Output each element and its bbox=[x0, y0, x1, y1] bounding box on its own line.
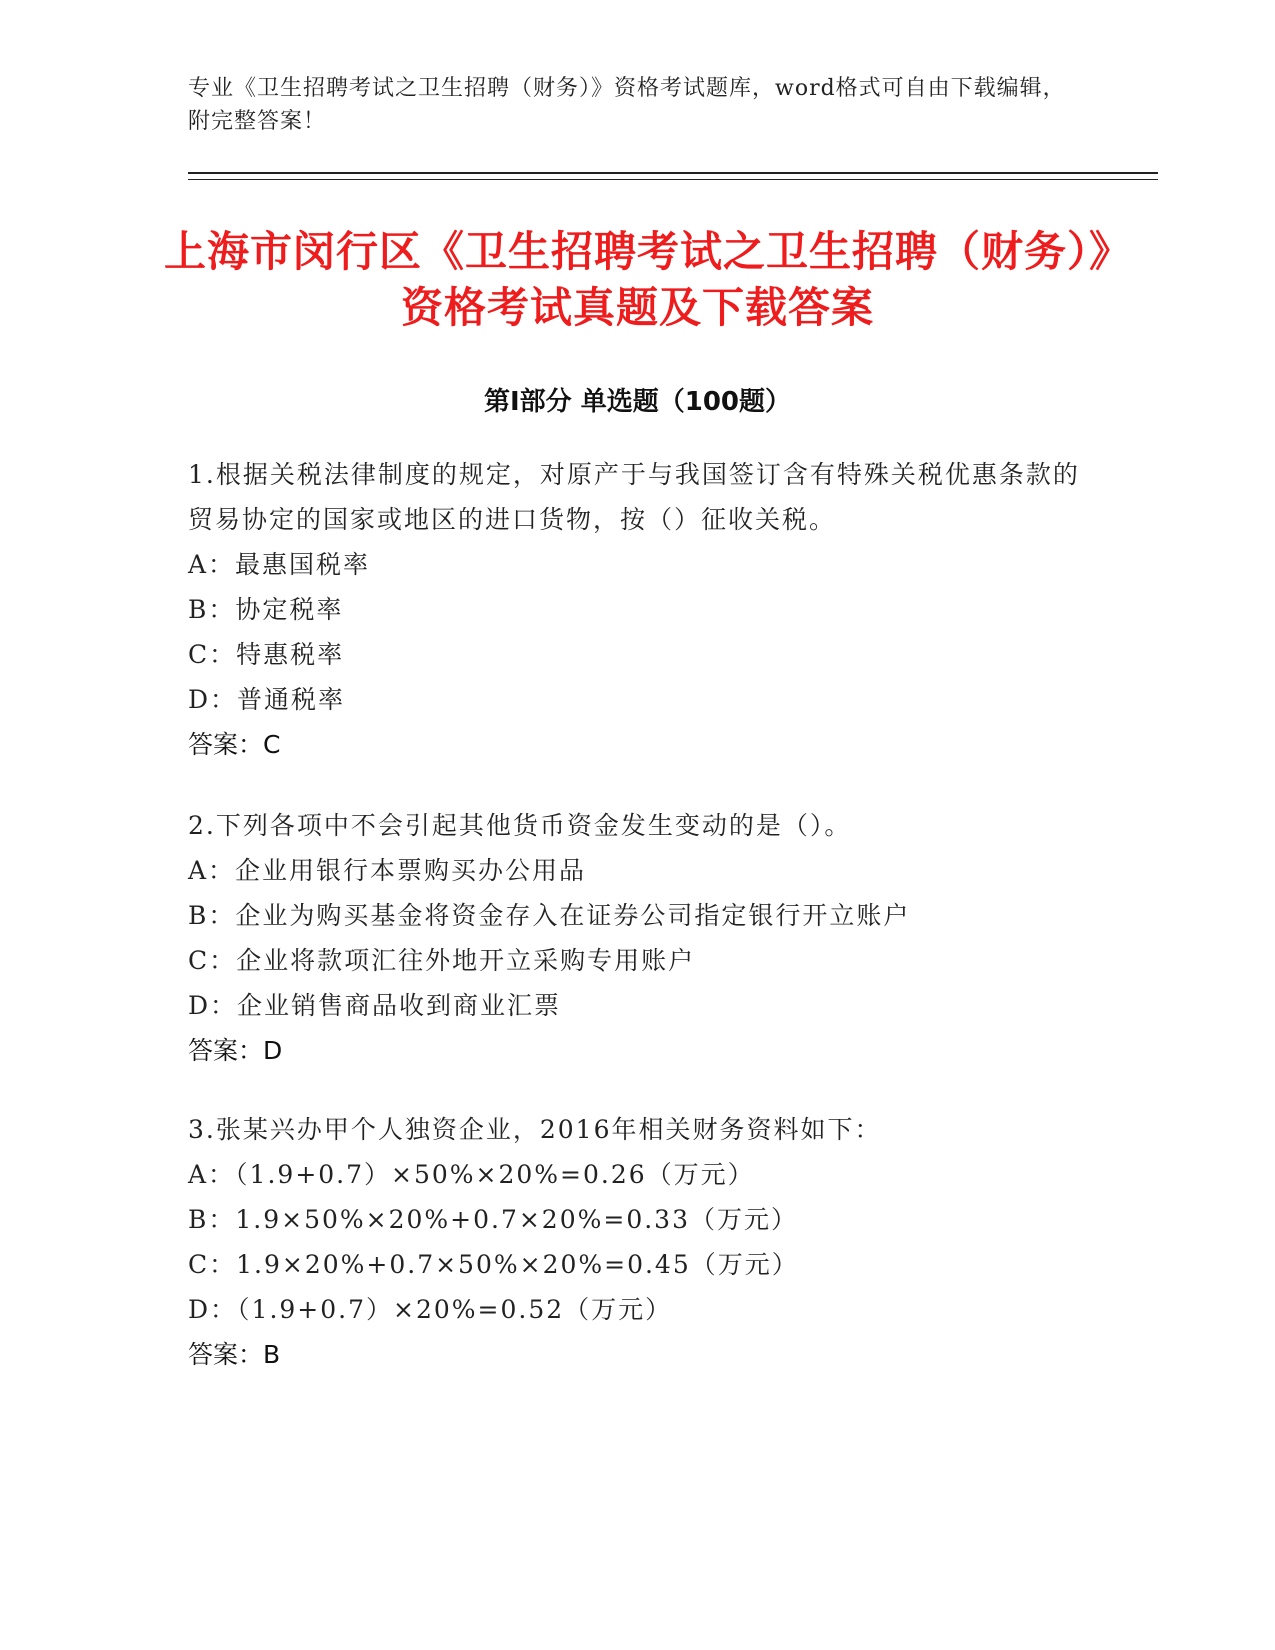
header-note: 专业《卫生招聘考试之卫生招聘（财务）》资格考试题库，word格式可自由下载编辑，附完整答案！ bbox=[188, 76, 1066, 134]
question-1 bbox=[188, 452, 1088, 768]
question-stem: 2.下列各项中不会引起其他货币资金发生变动的是（）。 bbox=[188, 811, 852, 840]
answer: 答案：C bbox=[188, 730, 281, 759]
option-c: C：1.9×20%+0.7×50%×20%=0.45（万元） bbox=[188, 1250, 799, 1279]
document-title: 上海市闵行区《卫生招聘考试之卫生招聘（财务）》资格考试真题及下载答案 bbox=[163, 227, 1111, 332]
answer: 答案：B bbox=[188, 1340, 281, 1369]
question-stem: 1.根据关税法律制度的规定，对原产于与我国签订含有特殊关税优惠条款的贸易协定的国家或地区的进口货物，按（）征收关税。 bbox=[188, 460, 1080, 534]
header-divider-thin bbox=[188, 179, 1158, 180]
question-3 bbox=[188, 1107, 1088, 1378]
option-d: D：企业销售商品收到商业汇票 bbox=[188, 991, 562, 1020]
header-divider-thick bbox=[188, 172, 1158, 174]
option-a: A：（1.9+0.7）×50%×20%=0.26（万元） bbox=[188, 1160, 755, 1189]
answer: 答案：D bbox=[188, 1036, 283, 1065]
option-d: D：（1.9+0.7）×20%=0.52（万元） bbox=[188, 1295, 673, 1324]
option-b: B：协定税率 bbox=[188, 595, 344, 624]
option-a: A：最惠国税率 bbox=[188, 550, 371, 579]
question-stem: 3.张某兴办甲个人独资企业，2016年相关财务资料如下： bbox=[188, 1115, 882, 1144]
option-d: D：普通税率 bbox=[188, 685, 346, 714]
option-c: C：特惠税率 bbox=[188, 640, 345, 669]
option-b: B：1.9×50%×20%+0.7×20%=0.33（万元） bbox=[188, 1205, 798, 1234]
option-a: A：企业用银行本票购买办公用品 bbox=[188, 856, 587, 885]
option-b: B：企业为购买基金将资金存入在证券公司指定银行开立账户 bbox=[188, 901, 911, 930]
section-title: 第I部分 单选题（100题） bbox=[484, 387, 791, 417]
option-c: C：企业将款项汇往外地开立采购专用账户 bbox=[188, 946, 696, 975]
question-2 bbox=[188, 803, 1088, 1074]
